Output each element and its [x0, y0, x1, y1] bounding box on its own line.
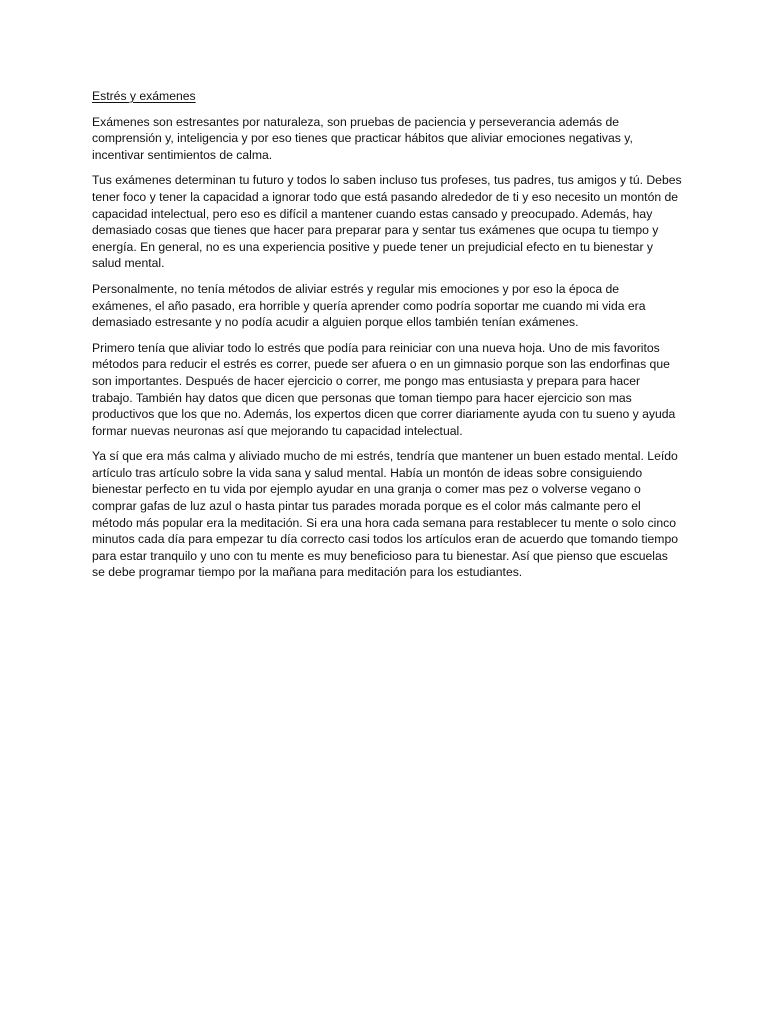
document-body	[92, 88, 682, 590]
paragraph-3: Personalmente, no tenía métodos de aliviar estrés y regular mis emociones y por eso la época de exámenes, el año pasado, era horrible y quería aprender como podría soportar me cuando mi vida era demasiado estresante y no podía acudir a alguien porque ellos también tenían exámenes.	[92, 281, 646, 330]
paragraph-4: Primero tenía que aliviar todo lo estrés que podía para reiniciar con una nueva hoja. Uno de mis favoritos métodos para reducir el estrés es correr, puede ser afuera o en un gimnasio porque son las endorfinas que son importantes. Después de hacer ejercicio o correr, me pongo mas entusiasta y prepara para hacer trabajo. También hay datos que dicen que personas que toman tiempo para hacer ejercicio son mas productivos que los que no. Además, los expertos dicen que correr diariamente ayuda con tu sueno y ayuda formar nuevas neuronas así que mejorando tu capacidad intelectual.	[92, 340, 676, 438]
paragraph-5: Ya sí que era más calma y aliviado mucho de mi estrés, tendría que mantener un buen estado mental. Leído artículo tras artículo sobre la vida sana y salud mental. Había un montón de ideas sobre consiguiendo bienestar perfecto en tu vida por ejemplo ayudar en una granja o comer mas pez o volverse vegano o comprar gafas de luz azul o hasta pintar tus parades morada porque es el color más calmante pero el método más popular era la meditación. Si era una hora cada semana para restablecer tu mente o solo cinco minutos cada día para empezar tu día correcto casi todos los artículos eran de acuerdo que tomando tiempo para estar tranquilo y uno con tu mente es muy beneficioso para tu bienestar. Así que pienso que escuelas se debe programar tiempo por la mañana para meditación para los estudiantes.	[92, 449, 679, 580]
document-title: Estrés y exámenes	[92, 89, 196, 103]
paragraph-1: Exámenes son estresantes por naturaleza, son pruebas de paciencia y perseverancia además de comprensión y, inteligencia y por eso tienes que practicar hábitos que aliviar emociones negativas y, incentivar sentimientos de calma.	[92, 114, 633, 162]
paragraph-2: Tus exámenes determinan tu futuro y todos lo saben incluso tus profeses, tus padres, tus amigos y tú. Debes tener foco y tener la capacidad a ignorar todo que está pasando alrededor de ti y eso necesito un montón de capacidad intelectual, pero eso es difícil a mantener cuando estas cansado y preocupado. Además, hay demasiado cosas que tienes que hacer para preparar para y sentar tus exámenes que ocupa tu tiempo y energía. En general, no es una experiencia positive y puede tener un prejudicial efecto en tu bienestar y salud mental.	[92, 173, 682, 271]
